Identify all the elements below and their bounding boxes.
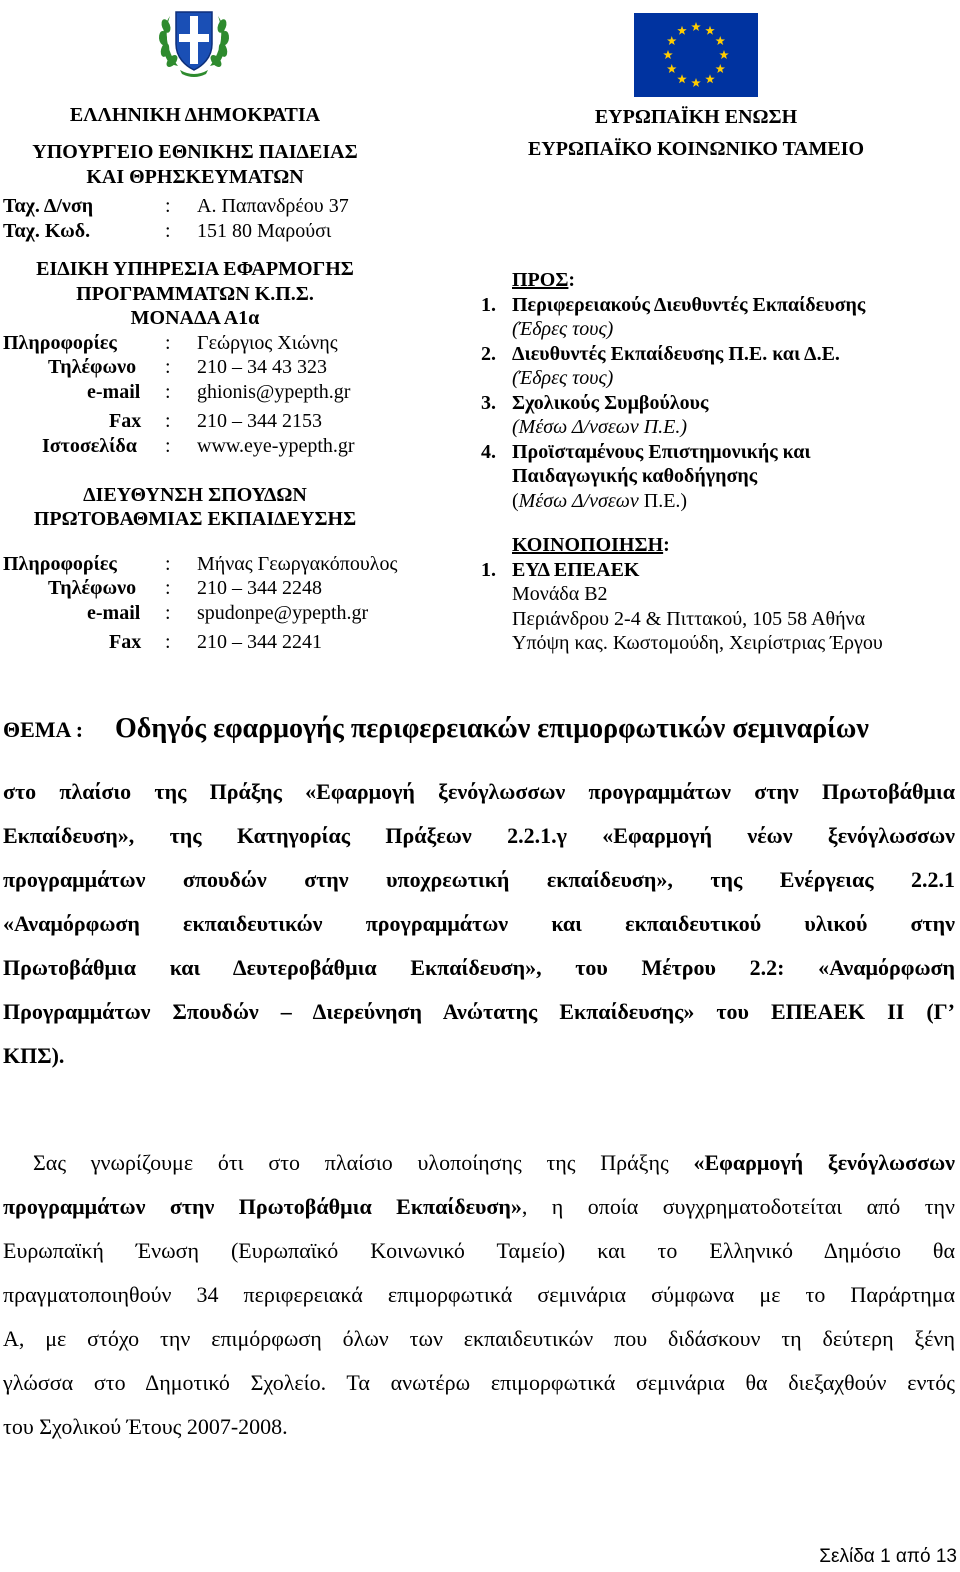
body-line: προγραμμάτων στην Πρωτοβάθμια Εκπαίδευση», η οποία συγχρηματοδοτείται από την bbox=[3, 1194, 955, 1219]
cc-number: 1. bbox=[481, 559, 496, 581]
subject-line: Προγραμμάτων Σπουδών – Διερεύνηση Ανώτατης Εκπαίδευσης» του ΕΠΕΑΕΚ ΙΙ (Γ’ bbox=[3, 999, 955, 1024]
colon: : bbox=[165, 195, 171, 217]
colon: : bbox=[165, 631, 171, 653]
email-label: e-mail bbox=[87, 381, 141, 403]
dept-heading-line2: ΠΡΩΤΟΒΑΘΜΙΑΣ ΕΚΠΑΙΔΕΥΣΗΣ bbox=[33, 508, 357, 530]
colon: : bbox=[165, 577, 171, 599]
service-heading-line2: ΠΡΟΓΡΑΜΜΑΤΩΝ Κ.Π.Σ. bbox=[76, 283, 314, 305]
phone-value: 210 – 34 43 323 bbox=[197, 356, 327, 378]
page-number: Σελίδα 1 από 13 bbox=[819, 1546, 957, 1567]
body-line: του Σχολικού Έτους 2007-2008. bbox=[3, 1414, 288, 1439]
cc-address: Περιάνδρου 2-4 & Πιττακού, 105 58 Αθήνα bbox=[512, 608, 866, 630]
address-label: Ταχ. Δ/νση bbox=[3, 195, 94, 217]
colon: : bbox=[165, 332, 171, 354]
subject-line: «Αναμόρφωση εκπαιδευτικών προγραμμάτων και εκπαιδευτικού υλικού στην bbox=[3, 911, 955, 936]
colon: : bbox=[165, 553, 171, 575]
phone-label: Τηλέφωνο bbox=[48, 356, 137, 378]
info-label: Πληροφορίες bbox=[3, 553, 117, 575]
recipient-number: 2. bbox=[481, 343, 496, 365]
recipient-name: Περιφερειακούς Διευθυντές Εκπαίδευσης bbox=[512, 294, 866, 316]
cc-heading: ΚΟΙΝΟΠΟΙΗΣΗ: bbox=[512, 534, 670, 556]
recipient-note: (Μέσω Δ/νσεων Π.Ε.) bbox=[512, 416, 688, 438]
phone-value: 210 – 344 2248 bbox=[197, 577, 322, 599]
website-label: Ιστοσελίδα bbox=[42, 435, 137, 457]
eu-heading-line2: ΕΥΡΩΠΑΪΚΟ ΚΟΙΝΩΝΙΚΟ ΤΑΜΕΙΟ bbox=[527, 138, 865, 160]
info-value: Μήνας Γεωργακόπουλος bbox=[197, 553, 398, 575]
ministry-heading-line2: ΚΑΙ ΘΡΗΣΚΕΥΜΑΤΩΝ bbox=[86, 166, 304, 188]
recipient-name: Προϊσταμένους Επιστημονικής και bbox=[512, 441, 811, 463]
fax-value: 210 – 344 2241 bbox=[197, 631, 322, 653]
body-line: Ευρωπαϊκή Ένωση (Ευρωπαϊκό Κοινωνικό Ταμείο) και το Ελληνικό Δημόσιο θα bbox=[3, 1238, 955, 1263]
fax-label: Fax bbox=[109, 410, 142, 432]
eu-heading-line1: ΕΥΡΩΠΑΪΚΗ ΕΝΩΣΗ bbox=[594, 106, 798, 128]
address-value: Α. Παπανδρέου 37 bbox=[197, 195, 349, 217]
email-label: e-mail bbox=[87, 602, 141, 624]
colon: : bbox=[165, 435, 171, 457]
greek-coat-of-arms-icon bbox=[156, 4, 232, 78]
colon: : bbox=[165, 356, 171, 378]
recipient-name: Σχολικούς Συμβούλους bbox=[512, 392, 709, 414]
subject-line: στο πλαίσιο της Πράξης «Εφαρμογή ξενόγλωσσων προγραμμάτων στην Πρωτοβάθμια bbox=[3, 779, 955, 804]
fax-label: Fax bbox=[109, 631, 142, 653]
eu-flag-icon bbox=[634, 13, 758, 97]
subject-line: Πρωτοβάθμια και Δευτεροβάθμια Εκπαίδευση», του Μέτρου 2.2: «Αναμόρφωση bbox=[3, 955, 955, 980]
subject-title: Οδηγός εφαρμογής περιφερειακών επιμορφωτικών σεμιναρίων bbox=[115, 713, 869, 744]
service-heading-line3: ΜΟΝΑΔΑ Α1α bbox=[130, 307, 260, 329]
recipient-note: (Έδρες τους) bbox=[512, 318, 614, 340]
ministry-heading-line1: ΥΠΟΥΡΓΕΙΟ ΕΘΝΙΚΗΣ ΠΑΙΔΕΙΑΣ bbox=[32, 141, 358, 163]
dept-heading-line1: ΔΙΕΥΘΥΝΣΗ ΣΠΟΥΔΩΝ bbox=[83, 484, 307, 506]
subject-line: προγραμμάτων σπουδών στην υποχρεωτική εκπαίδευση», της Ενέργειας 2.2.1 bbox=[3, 867, 955, 892]
colon: : bbox=[165, 602, 171, 624]
website-value[interactable]: www.eye-ypepth.gr bbox=[197, 435, 355, 457]
cc-name: ΕΥΔ ΕΠΕΑΕΚ bbox=[512, 559, 640, 581]
recipient-note: (Μέσω Δ/νσεων Π.Ε.) bbox=[512, 490, 688, 512]
subject-line: Εκπαίδευση», της Κατηγορίας Πράξεων 2.2.1.γ «Εφαρμογή νέων ξενόγλωσσων bbox=[3, 823, 955, 848]
body-line: Α, με στόχο την επιμόρφωση όλων των εκπαιδευτικών που διδάσκουν τη δεύτερη ξένη bbox=[3, 1326, 955, 1351]
colon: : bbox=[165, 220, 171, 242]
body-line: γλώσσα στο Δημοτικό Σχολείο. Τα ανωτέρω επιμορφωτικά σεμινάρια θα διεξαχθούν εντός bbox=[3, 1370, 955, 1395]
recipient-note: (Έδρες τους) bbox=[512, 367, 614, 389]
body-line: πραγματοποιηθούν 34 περιφερειακά επιμορφωτικά σεμινάρια σύμφωνα με το Παράρτημα bbox=[3, 1282, 955, 1307]
postcode-value: 151 80 Μαρούσι bbox=[197, 220, 332, 242]
recipient-name-line2: Παιδαγωγικής καθοδήγησης bbox=[512, 465, 758, 487]
colon: : bbox=[165, 381, 171, 403]
subject-line: ΚΠΣ). bbox=[3, 1043, 65, 1068]
info-label: Πληροφορίες bbox=[3, 332, 117, 354]
republic-heading: ΕΛΛΗΝΙΚΗ ΔΗΜΟΚΡΑΤΙΑ bbox=[69, 104, 321, 126]
email-value[interactable]: ghionis@ypepth.gr bbox=[197, 381, 351, 403]
cc-attention: Υπόψη κας. Κωστομούδη, Χειρίστριας Έργου bbox=[512, 632, 883, 654]
recipient-number: 4. bbox=[481, 441, 496, 463]
to-heading: ΠΡΟΣ: bbox=[512, 269, 576, 291]
cc-unit: Μονάδα Β2 bbox=[512, 583, 608, 605]
info-value: Γεώργιος Χιώνης bbox=[197, 332, 338, 354]
body-line: Σας γνωρίζουμε ότι στο πλαίσιο υλοποίησης της Πράξης «Εφαρμογή ξενόγλωσσων bbox=[33, 1150, 955, 1175]
recipient-number: 1. bbox=[481, 294, 496, 316]
subject-label: ΘΕΜΑ : bbox=[3, 717, 84, 742]
fax-value: 210 – 344 2153 bbox=[197, 410, 322, 432]
postcode-label: Ταχ. Κωδ. bbox=[3, 220, 91, 242]
email-value[interactable]: spudonpe@ypepth.gr bbox=[197, 602, 369, 624]
recipient-number: 3. bbox=[481, 392, 496, 414]
phone-label: Τηλέφωνο bbox=[48, 577, 137, 599]
colon: : bbox=[165, 410, 171, 432]
service-heading-line1: ΕΙΔΙΚΗ ΥΠΗΡΕΣΙΑ ΕΦΑΡΜΟΓΗΣ bbox=[36, 258, 354, 280]
recipient-name: Διευθυντές Εκπαίδευσης Π.Ε. και Δ.Ε. bbox=[512, 343, 840, 365]
